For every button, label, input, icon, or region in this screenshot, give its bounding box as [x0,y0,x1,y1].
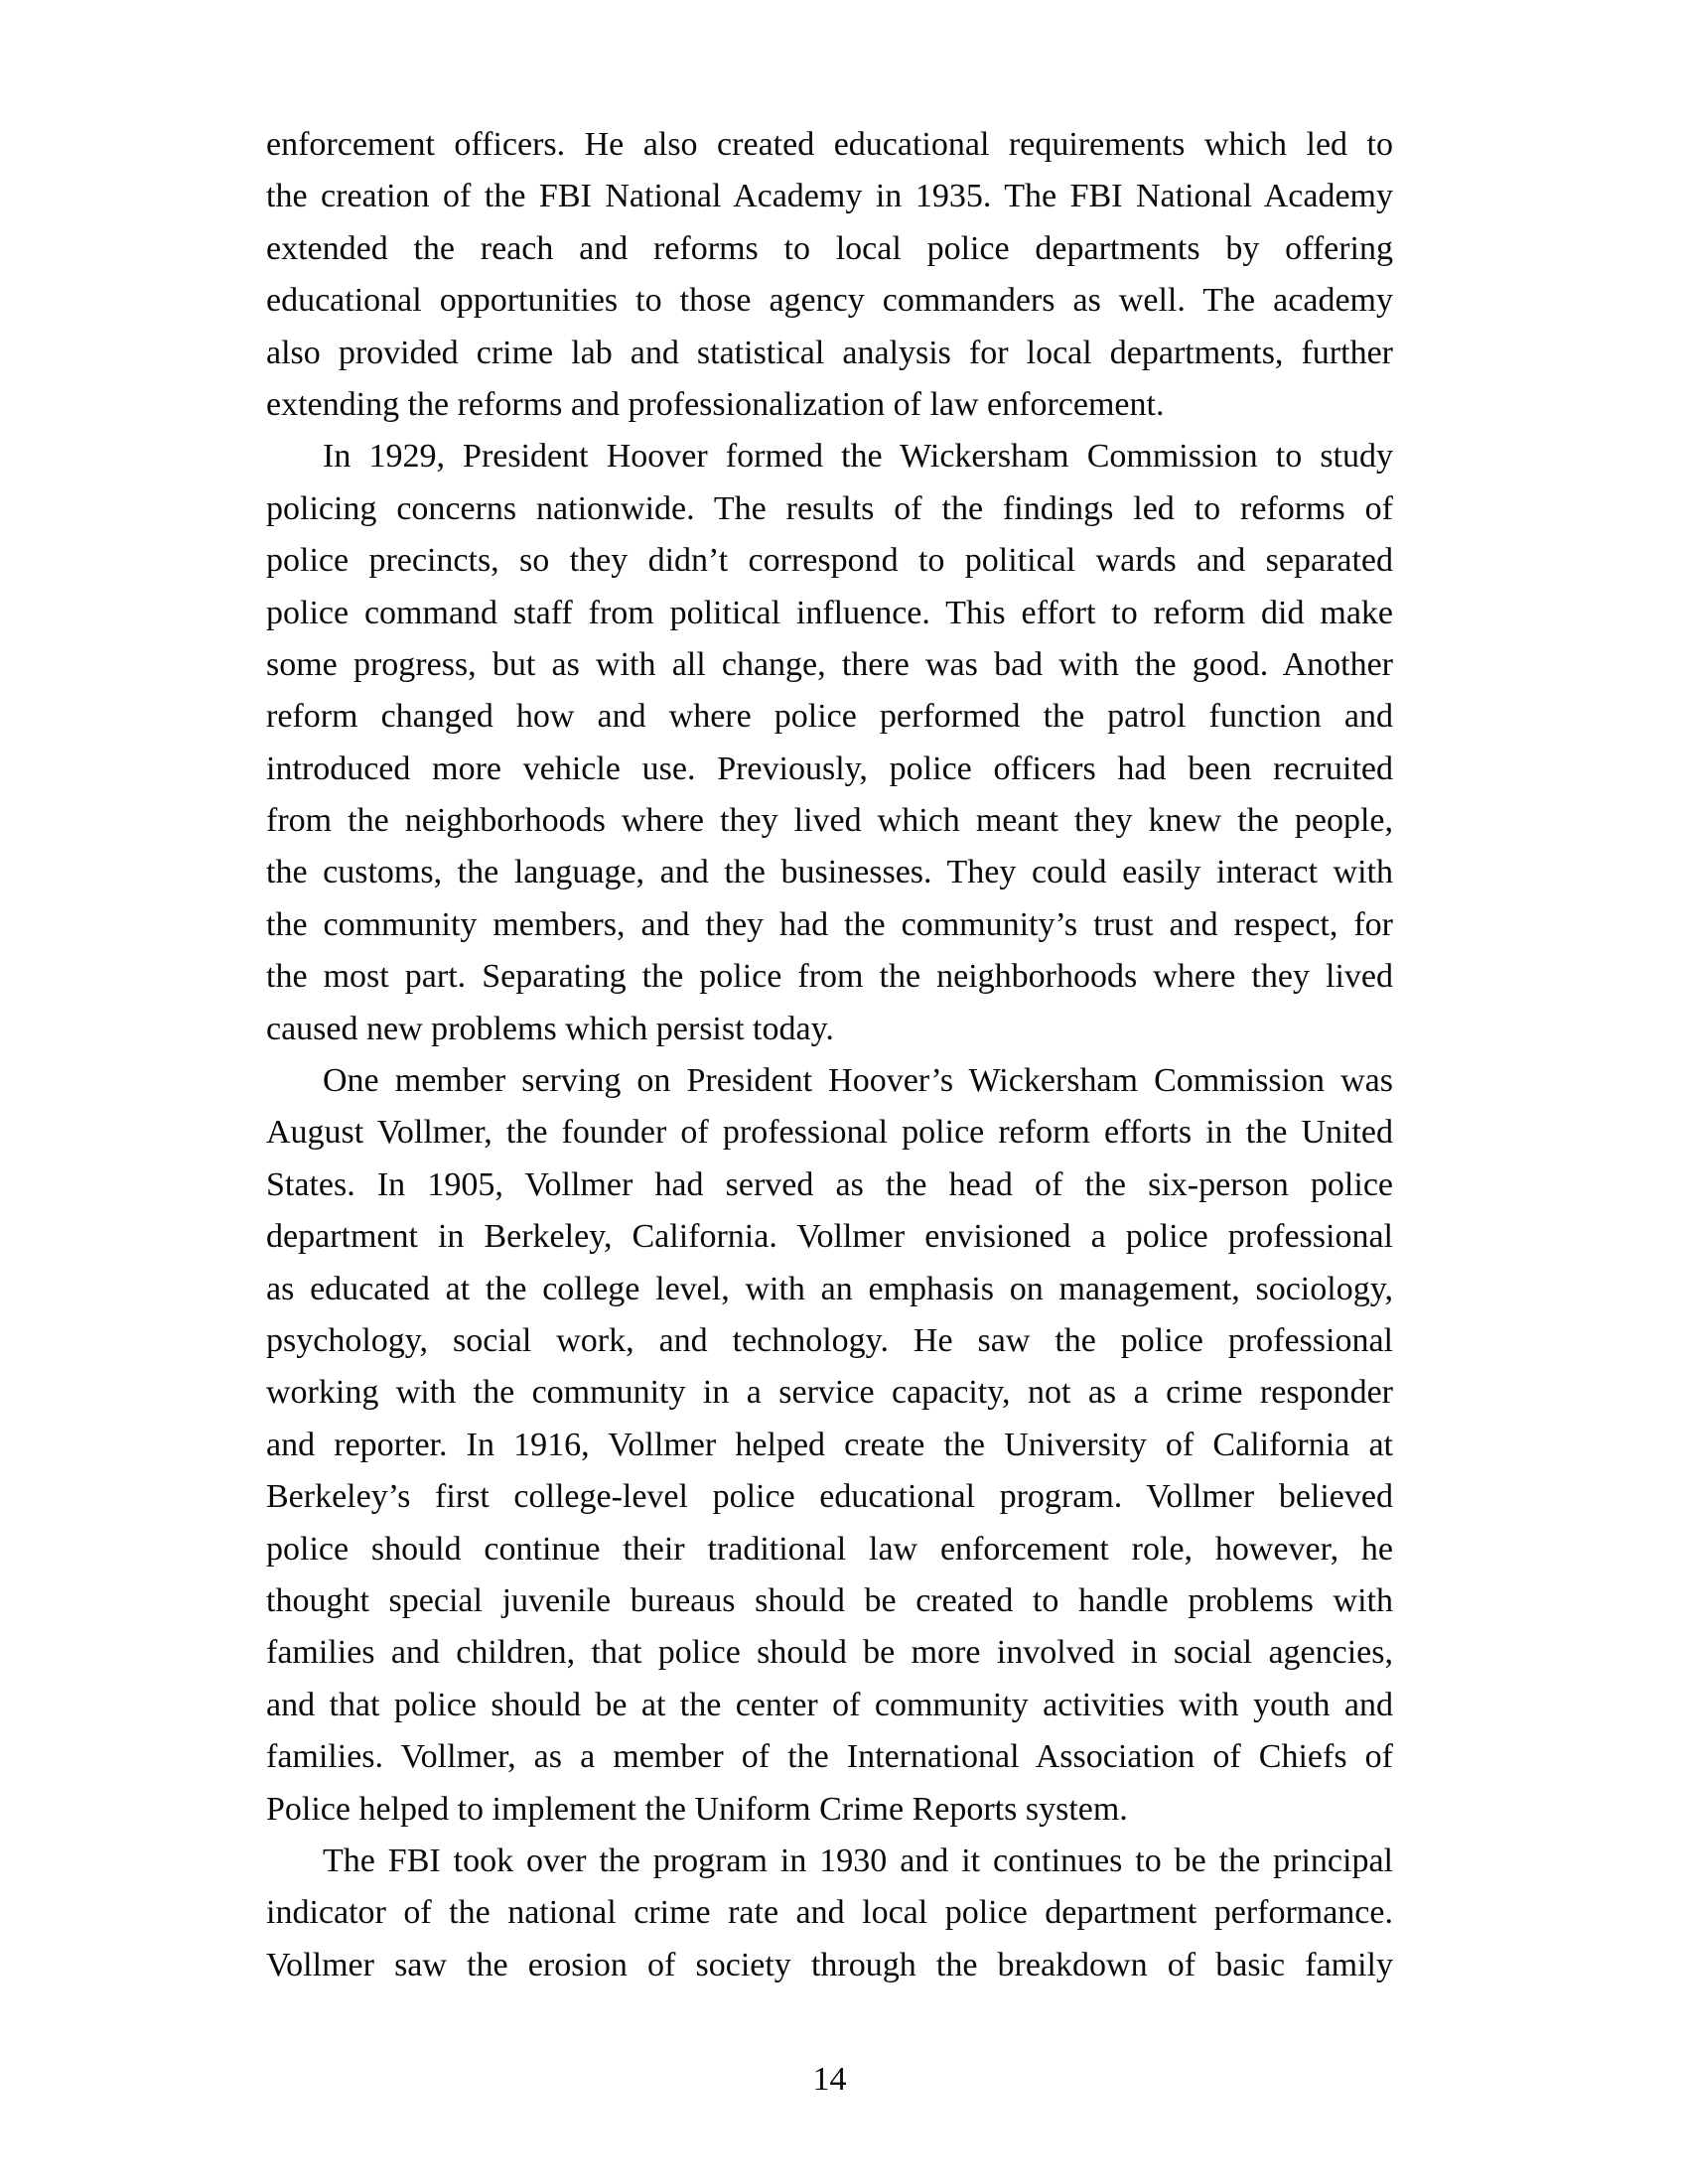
body-text [266,119,1393,1991]
text-line: Vollmer saw the erosion of society through the breakdown of basic family [266,1946,1393,1983]
text-line: as educated at the college level, with an emphasis on management, sociology, [266,1270,1393,1307]
text-line: caused new problems which persist today. [266,1010,834,1047]
text-line: the creation of the FBI National Academy in 1935. The FBI National Academy [266,178,1393,215]
text-line: police command staff from political influence. This effort to reform did make [266,594,1393,631]
text-line: thought special juvenile bureaus should be created to handle problems with [266,1581,1393,1619]
text-line: department in Berkeley, California. Vollmer envisioned a police professional [266,1218,1393,1256]
text-line: working with the community in a service capacity, not as a crime responder [266,1374,1393,1412]
text-line: Berkeley’s first college-level police educational program. Vollmer believed [266,1478,1393,1516]
page-number: 14 [812,2061,847,2098]
text-line: The FBI took over the program in 1930 and it continues to be the principal [323,1842,1393,1879]
text-line: One member serving on President Hoover’s Wickersham Commission was [323,1062,1393,1100]
text-line: Police helped to implement the Uniform Crime Reports system. [266,1790,1128,1828]
text-line: August Vollmer, the founder of professional police reform efforts in the United [266,1114,1393,1152]
text-line: indicator of the national crime rate and local police department performance. [266,1894,1393,1932]
text-line: In 1929, President Hoover formed the Wickersham Commission to study [323,438,1393,476]
text-line: policing concerns nationwide. The results of the findings led to reforms of [266,489,1393,527]
text-line: enforcement officers. He also created educational requirements which led to [266,126,1393,163]
text-line: families. Vollmer, as a member of the International Association of Chiefs of [266,1738,1393,1776]
text-line: families and children, that police should be more involved in social agencies, [266,1634,1393,1672]
text-line: reform changed how and where police performed the patrol function and [266,698,1393,736]
text-line: extended the reach and reforms to local police departments by offering [266,229,1393,267]
text-line: and reporter. In 1916, Vollmer helped create the University of California at [266,1426,1393,1463]
text-line: also provided crime lab and statistical analysis for local departments, further [266,334,1393,371]
text-line: and that police should be at the center of community activities with youth and [266,1686,1393,1723]
text-line: psychology, social work, and technology. He saw the police professional [266,1321,1393,1359]
text-line: the community members, and they had the community’s trust and respect, for [266,905,1393,943]
text-line: educational opportunities to those agency commanders as well. The academy [266,282,1393,320]
text-line: the most part. Separating the police from the neighborhoods where they lived [266,958,1393,996]
text-line: police precincts, so they didn’t correspond to political wards and separated [266,542,1393,580]
text-line: introduced more vehicle use. Previously, police officers had been recruited [266,750,1393,787]
text-line: States. In 1905, Vollmer had served as the head of the six-person police [266,1165,1393,1203]
text-line: some progress, but as with all change, there was bad with the good. Another [266,645,1393,683]
text-line: the customs, the language, and the businesses. They could easily interact with [266,854,1393,891]
text-line: from the neighborhoods where they lived which meant they knew the people, [266,802,1393,840]
text-line: extending the reforms and professionalization of law enforcement. [266,385,1165,423]
text-line: police should continue their traditional law enforcement role, however, he [266,1530,1393,1568]
